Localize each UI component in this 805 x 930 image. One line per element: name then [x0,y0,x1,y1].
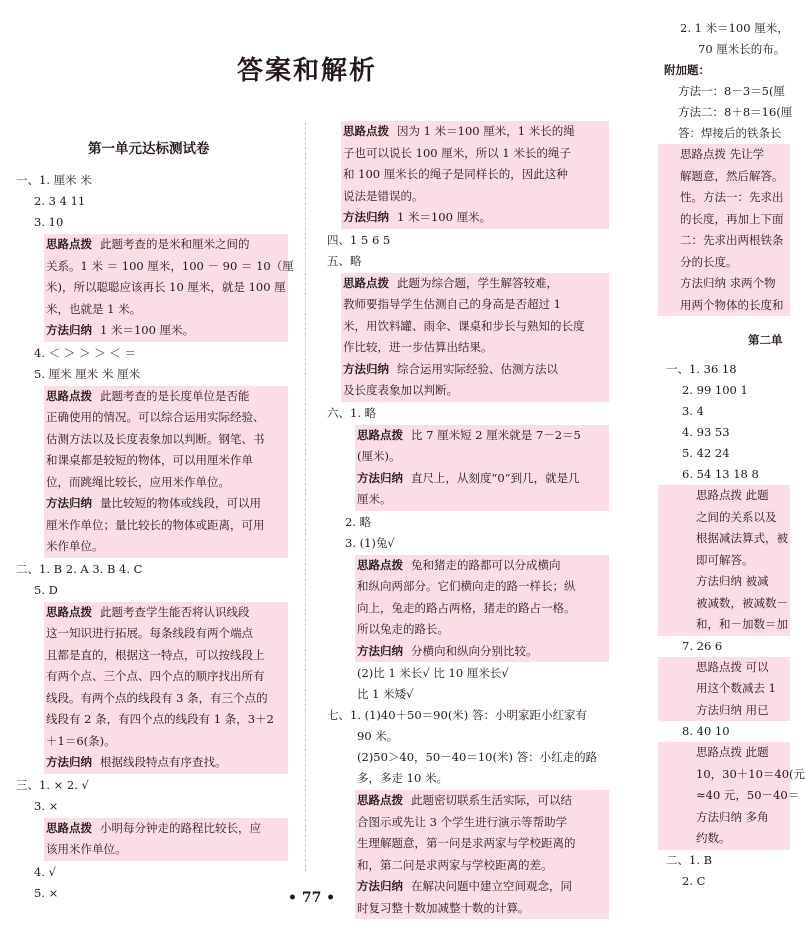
answer-line: 4. 93 53 [682,425,730,439]
answer-line: 六、1. 略 [327,405,377,420]
answer-line: 三、1. × 2. √ [16,777,89,792]
hint-box: 思路点拨 可以 用这个数减去 1 方法归纳 用已 [658,657,790,722]
section-title-unit1: 第一单元达标测试卷 [88,141,210,157]
answer-line: 2. 3 4 11 [34,194,86,208]
page-number: • 77 • [288,890,336,906]
hint-box: 思路点拨 此题考查的是长度单位是否能 正确使用的情况。可以综合运用实际经验、 估测方法以及长度表象加以判断。钢笔、书 和课桌都是较短的物体，可以用厘米作单 位，而跳绳比较长，应用米作单位。 方法归纳 量比较短的物体或线段，可以用 厘米作单位；量比较长的物体或距离，可用 米作单位。 [44,386,288,558]
answer-line: 5. × [34,885,59,900]
hint-box: 思路点拨 先让学 解题意，然后解答。 性。方法一：先求出 的长度，再加上下面 二：先求出两根铁条 分的长度。 方法归纳 求两个物 用两个物体的长度和 [658,144,790,316]
section-title-unit2: 第二单 [748,333,783,347]
answer-line: 3. 10 [34,215,64,229]
answer-line: 2. 略 [345,514,372,529]
answer-line: 多，多走 10 米。 [357,771,448,785]
answer-line: 7. 26 6 [682,638,723,653]
page-title: 答案和解析 [237,56,378,86]
answer-line: 七、1. (1)40＋50＝90(米) 答：小明家距小红家有 [327,708,587,722]
answer-line: 8. 40 10 [682,724,730,738]
answer-line: 方法一：8－3＝5(厘 [678,84,785,98]
answer-line: 3. (1)兔√ [345,535,395,550]
hint-box: 思路点拨 此题 之间的关系以及 根据减法算式，被 即可解答。 方法归纳 被减 被减数，被减数－ 和，和－加数＝加 [658,485,790,636]
answer-line: 五、略 [327,253,362,268]
hint-box: 思路点拨 小明每分钟走的路程比较长，应 该用米作单位。 [44,818,288,861]
answer-line: 2. 1 米＝100 厘米， [680,21,789,35]
answer-line: 3. 4 [682,404,704,418]
hint-box: 思路点拨 此题考查学生能否将认识线段 这一知识进行拓展。每条线段有两个端点 且都是直的，根据这一特点，可以按线段上 有两个点、三个点、四个点的顺序找出所有 线段。有两个点的线段有 3 条，有三个点的 线段有 2 条，有四个点的线段有 1 条，3＋2 ＋1＝6(条)。 方法归纳 根据线段特点有序查找。 [44,602,288,774]
column-2 [327,120,609,920]
answer-line: 一、1. 36 18 [666,362,737,376]
answer-line: 答：焊接后的铁条长 [678,126,782,140]
answer-line: 5. 42 24 [682,446,730,460]
answer-line: (2)比 1 米长√ 比 10 厘米长√ [357,666,509,680]
hint-box: 思路点拨 此题为综合题，学生解答较难， 教师要指导学生估测自己的身高是否超过 1 米，用饮料罐、雨伞、课桌和步长与熟知的长度 作比较，进一步估算出结果。 方法归纳 综合运用实际经验、估测方法以 及长度表象加以判断。 [341,273,609,402]
answer-line: 70 厘米长的布。 [698,42,786,56]
answer-line: 2. 99 100 1 [682,383,748,397]
answer-line: 90 米。 [357,729,399,743]
hint-box: 思路点拨 比 7 厘米短 2 厘米就是 7－2＝5 (厘米)。 方法归纳 直尺上，从刻度“0”到几，就是几 厘米。 [355,425,609,511]
answer-line: 2. C [682,873,706,888]
hint-box: 思路点拨 此题密切联系生活实际，可以结 合图示或先让 3 个学生进行演示等帮助学 生理解题意，第一问是求两家与学校距离的 和，第二问是求两家与学校距离的差。 方法归纳 在解决问题中建立空间观念，同 时复习整十数加减整十数的计算。 [355,790,609,919]
answer-line: 比 1 米矮√ [357,687,414,701]
hint-box: 思路点拨 因为 1 米＝100 厘米，1 米长的绳 子也可以说长 100 厘米，所以 1 米长的绳子 和 100 厘米长的绳子是同样长的，因此这种 说法是错误的。 方法归纳 1 米＝100 厘米。 [341,121,609,229]
column-1 [16,170,294,904]
answer-line: 4. √ [34,864,56,879]
answer-line: 6. 54 13 18 8 [682,467,759,481]
hint-box: 思路点拨 此题考查的是米和厘米之间的 关系。1 米 ＝ 100 厘米，100 － 90 ＝ 10（厘 米)，所以聪聪应该再长 10 厘米，就是 100 厘 米，也就是 1 米。 方法归纳 1 米＝100 厘米。 [44,234,288,342]
answer-line: 四、1 5 6 5 [327,232,391,247]
answer-line: 方法二：8＋8＝16(厘 [678,105,793,119]
answer-line: 一、1. 厘米 米 [16,173,92,187]
answer-line: 附加题： [664,63,710,77]
answer-line: 二、1. B [666,852,713,867]
column-3 [658,18,805,918]
answer-line: 4. ＜ ＞ ＞ ＞ ＜ ＝ [34,345,136,360]
answer-line: (2)50＞40，50－40＝10(米) 答：小红走的路 [357,750,598,764]
hint-box: 思路点拨 兔和猪走的路都可以分成横向 和纵向两部分。它们横向走的路一样长；纵 向上，兔走的路占两格，猪走的路占一格。 所以兔走的路长。 方法归纳 分横向和纵向分别比较。 [355,555,609,663]
answer-line: 二、1. B 2. A 3. B 4. C [16,561,143,576]
answer-line: 5. D [34,582,58,597]
answer-line: 3. × [34,798,59,813]
answer-line: 5. 厘米 厘米 米 厘米 [34,366,141,381]
hint-box: 思路点拨 此题 10，30＋10＝40(元 ≈40 元，50－40＝ 方法归纳 多角 约数。 [658,742,790,850]
column-divider [305,122,306,872]
